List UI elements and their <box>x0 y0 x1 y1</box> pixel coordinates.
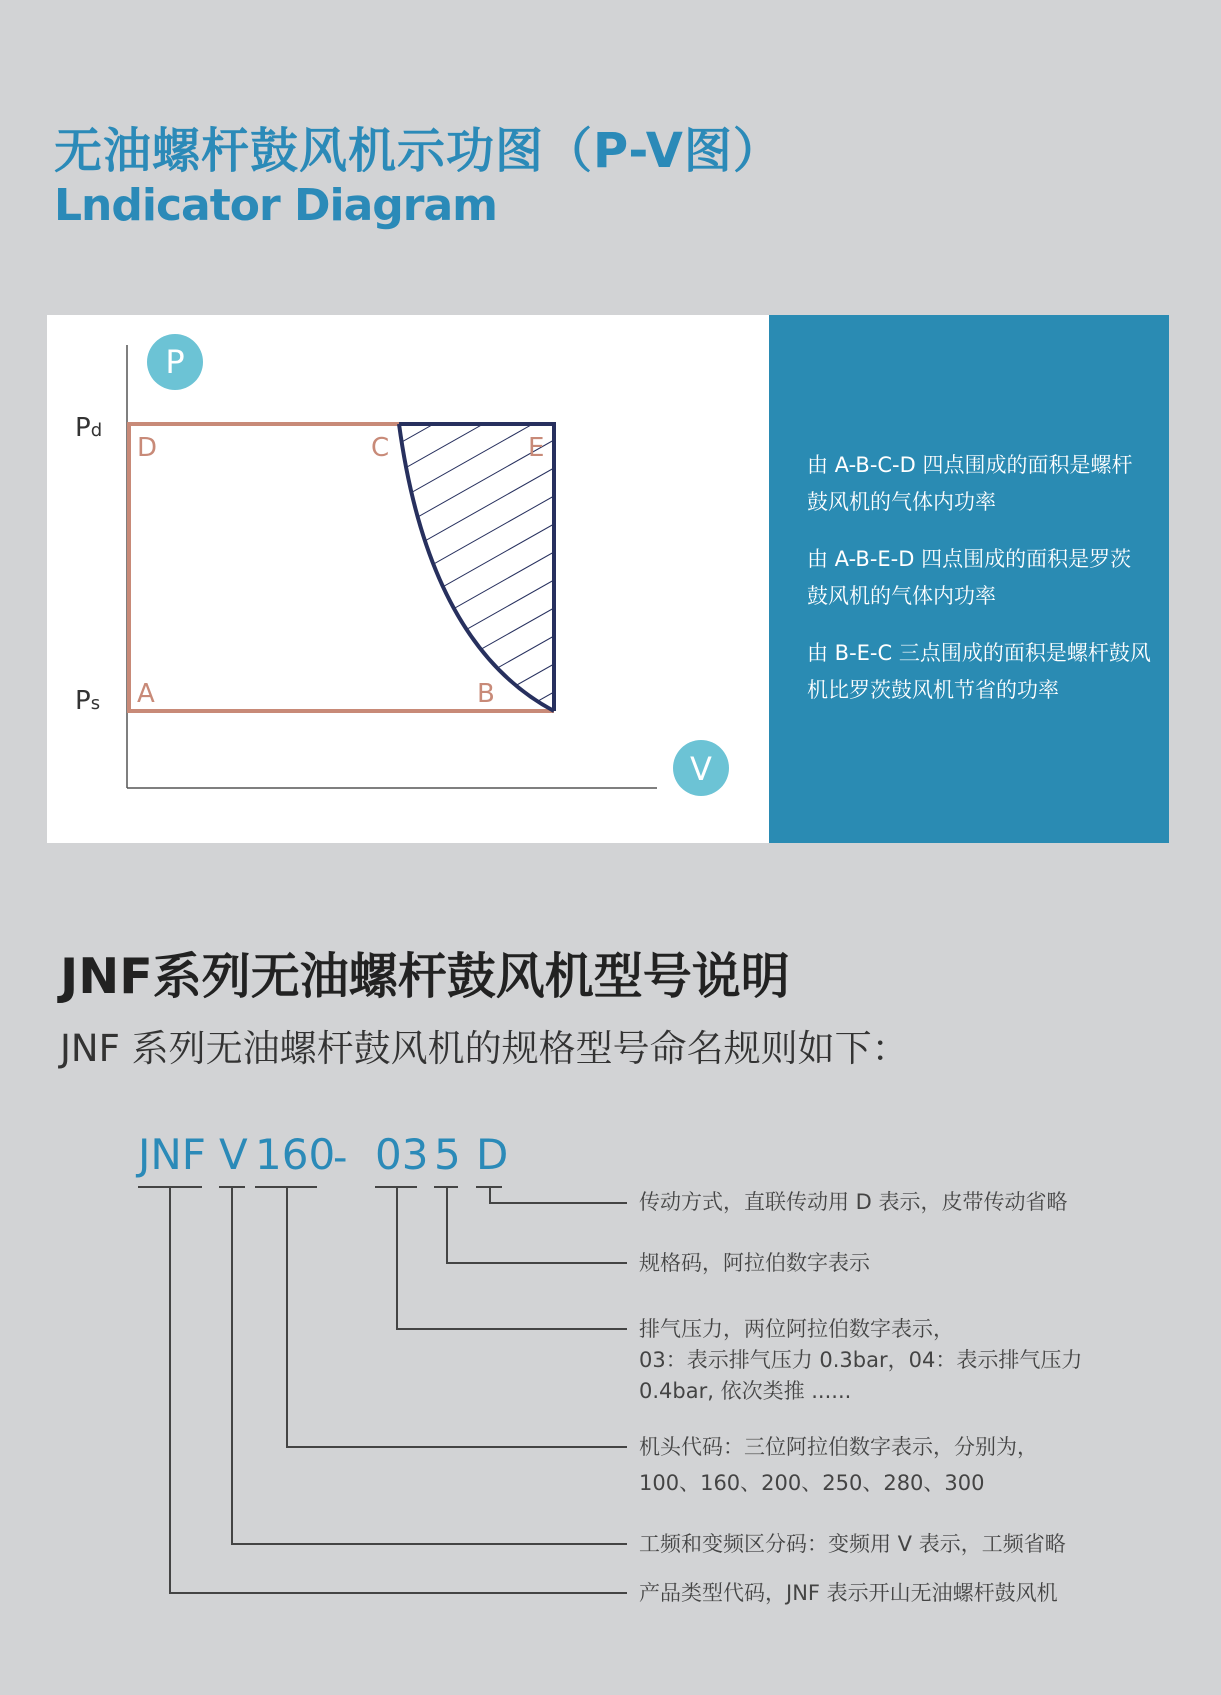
section-title: JNF系列无油螺杆鼓风机型号说明 <box>60 948 790 1005</box>
v-axis-label: V <box>690 750 712 788</box>
ps-label: Ps <box>75 686 101 716</box>
leader-head-horizontal <box>286 1446 627 1448</box>
model-part-head-code: 160 <box>255 1130 317 1188</box>
description-saved-power: 由 B-E-C 三点围成的面积是螺杆鼓风机比罗茨鼓风机节省的功率 <box>807 641 1151 702</box>
explain-pressure-line3: 0.4bar, 依次类推 ...... <box>639 1379 852 1403</box>
explain-pressure-line2: 03：表示排气压力 0.3bar，04：表示排气压力 <box>639 1348 1083 1372</box>
explain-spec-code: 规格码，阿拉伯数字表示 <box>639 1251 870 1275</box>
pv-diagram-card <box>47 315 769 843</box>
screw-work-rectangle <box>129 424 554 711</box>
section-subtitle: JNF 系列无油螺杆鼓风机的规格型号命名规则如下： <box>60 1027 909 1070</box>
page-title: 无油螺杆鼓风机示功图（P-V图） <box>54 123 782 179</box>
model-part-dash: - <box>333 1135 348 1181</box>
point-a-label: A <box>137 679 155 709</box>
page-subtitle-en: Lndicator Diagram <box>54 180 498 231</box>
explain-pressure-line1: 排气压力，两位阿拉伯数字表示， <box>639 1317 954 1341</box>
description-screw-power: 由 A-B-C-D 四点围成的面积是螺杆鼓风机的气体内功率 <box>807 453 1133 514</box>
explain-drive: 传动方式，直联传动用 D 表示，皮带传动省略 <box>639 1190 1068 1214</box>
leader-head-vertical <box>286 1188 288 1447</box>
saved-power-hatch <box>347 315 577 809</box>
explain-head-line1: 机头代码：三位阿拉伯数字表示，分别为， <box>639 1435 1038 1459</box>
leader-frequency-vertical <box>231 1188 233 1544</box>
leader-pressure-horizontal <box>396 1328 627 1330</box>
explain-frequency: 工频和变频区分码：变频用 V 表示，工频省略 <box>639 1532 1066 1556</box>
point-c-label: C <box>371 433 390 463</box>
point-d-label: D <box>137 433 158 463</box>
leader-pressure-vertical <box>396 1188 398 1329</box>
model-part-product-type: JNF <box>138 1130 202 1188</box>
description-panel <box>769 315 1169 843</box>
pd-label: Pd <box>75 413 103 443</box>
leader-spec-horizontal <box>446 1262 627 1264</box>
leader-product-horizontal <box>169 1592 627 1594</box>
model-part-spec-code: 5 <box>434 1130 458 1188</box>
description-roots-power: 由 A-B-E-D 四点围成的面积是罗茨鼓风机的气体内功率 <box>807 547 1132 608</box>
point-b-label: B <box>477 679 495 709</box>
explain-product-type: 产品类型代码，JNF 表示开山无油螺杆鼓风机 <box>639 1581 1058 1605</box>
explain-head-line2: 100、160、200、250、280、300 <box>639 1471 985 1495</box>
model-part-drive: D <box>476 1130 502 1188</box>
p-axis-label: P <box>165 343 185 381</box>
pv-diagram <box>47 315 769 843</box>
leader-product-vertical <box>169 1188 171 1593</box>
model-part-pressure: 03 <box>375 1130 417 1188</box>
leader-frequency-horizontal <box>231 1543 627 1545</box>
leader-drive-vertical <box>489 1188 491 1203</box>
leader-drive-horizontal <box>489 1202 627 1204</box>
point-e-label: E <box>528 433 545 463</box>
leader-spec-vertical <box>446 1188 448 1263</box>
model-part-frequency: V <box>219 1130 245 1188</box>
